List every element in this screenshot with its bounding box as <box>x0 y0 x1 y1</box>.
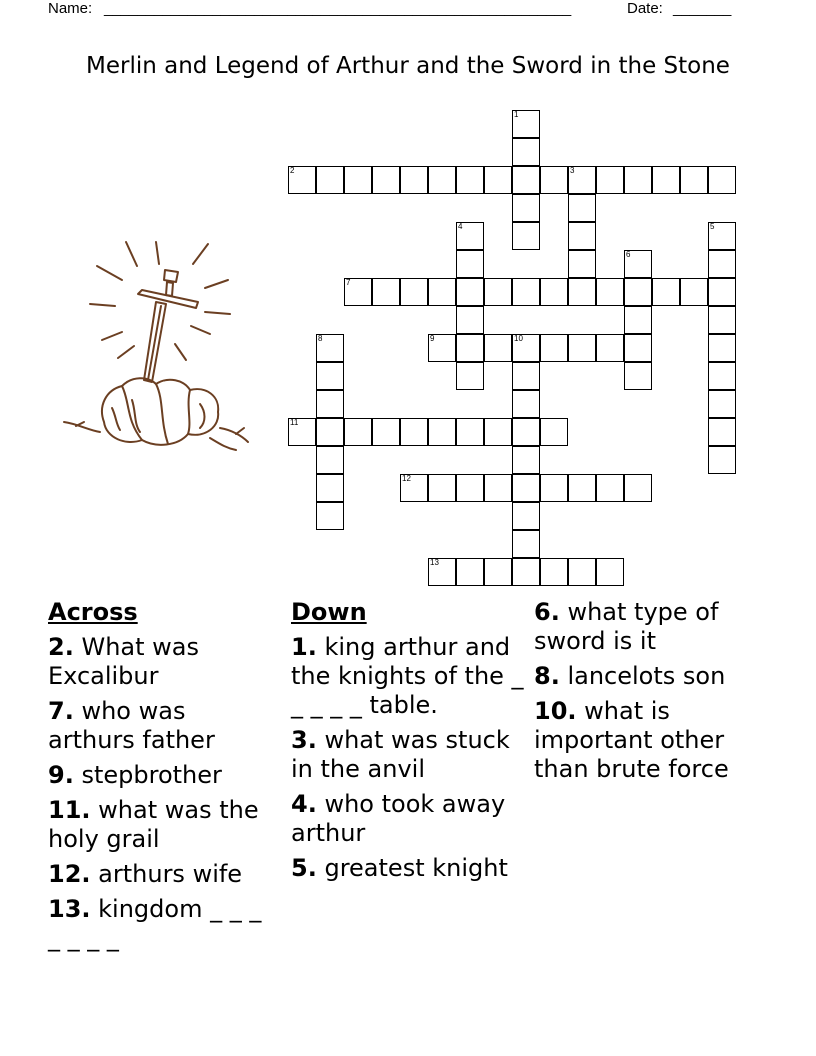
name-label: Name: <box>48 0 93 17</box>
grid-cell[interactable] <box>624 306 652 334</box>
grid-cell[interactable] <box>596 474 624 502</box>
grid-cell[interactable] <box>456 306 484 334</box>
clue-number: 13. <box>48 895 91 923</box>
clue-number: 12. <box>48 860 91 888</box>
grid-cell[interactable] <box>484 334 512 362</box>
grid-cell[interactable] <box>708 166 736 194</box>
grid-cell[interactable] <box>512 558 540 586</box>
clue-text: what is important other than brute force <box>534 697 729 783</box>
cell-number: 5 <box>710 222 715 231</box>
clue-number: 9. <box>48 761 74 789</box>
grid-cell[interactable] <box>512 334 540 362</box>
grid-cell[interactable] <box>624 474 652 502</box>
grid-cell[interactable] <box>708 390 736 418</box>
grid-cell[interactable] <box>568 474 596 502</box>
grid-cell[interactable] <box>652 278 680 306</box>
grid-cell[interactable] <box>596 278 624 306</box>
grid-cell[interactable] <box>456 166 484 194</box>
clue-number: 6. <box>534 598 560 626</box>
across-heading: Across <box>48 598 138 626</box>
cell-number: 8 <box>318 334 323 343</box>
grid-cell[interactable] <box>596 558 624 586</box>
grid-cell[interactable] <box>568 194 596 222</box>
grid-cell[interactable] <box>456 278 484 306</box>
clue-item <box>291 633 527 720</box>
clue-item <box>48 860 270 889</box>
grid-cell[interactable] <box>372 166 400 194</box>
clue-item <box>48 761 270 790</box>
grid-cell[interactable] <box>512 530 540 558</box>
date-field[interactable]: _______ <box>673 0 732 17</box>
down-heading: Down <box>291 598 367 626</box>
grid-cell[interactable] <box>708 362 736 390</box>
clue-number: 7. <box>48 697 74 725</box>
cell-number: 12 <box>402 474 411 483</box>
cell-number: 7 <box>346 278 351 287</box>
clue-number: 1. <box>291 633 317 661</box>
grid-cell[interactable] <box>484 418 512 446</box>
grid-cell[interactable] <box>512 166 540 194</box>
grid-cell[interactable] <box>344 418 372 446</box>
grid-cell[interactable] <box>540 474 568 502</box>
grid-cell[interactable] <box>428 558 456 586</box>
grid-cell[interactable] <box>512 474 540 502</box>
clue-text: kingdom _ _ _ _ _ _ _ <box>48 895 262 952</box>
clue-text: What was Excalibur <box>48 633 199 690</box>
grid-cell[interactable] <box>456 558 484 586</box>
grid-cell[interactable] <box>288 418 316 446</box>
grid-cell[interactable] <box>708 250 736 278</box>
clue-text: who took away arthur <box>291 790 506 847</box>
grid-cell[interactable] <box>428 418 456 446</box>
grid-cell[interactable] <box>316 362 344 390</box>
grid-cell[interactable] <box>568 278 596 306</box>
grid-cell[interactable] <box>708 334 736 362</box>
cell-number: 13 <box>430 558 439 567</box>
grid-cell[interactable] <box>428 334 456 362</box>
grid-cell[interactable] <box>708 446 736 474</box>
cell-number: 11 <box>290 418 299 427</box>
clue-item <box>48 697 270 755</box>
clue-item <box>291 854 527 883</box>
clue-text: what was the holy grail <box>48 796 259 853</box>
grid-cell[interactable] <box>456 474 484 502</box>
clue-number: 8. <box>534 662 560 690</box>
grid-cell[interactable] <box>568 334 596 362</box>
grid-cell[interactable] <box>512 362 540 390</box>
date-label: Date: <box>627 0 663 17</box>
clue-text: what type of sword is it <box>534 598 719 655</box>
clue-number: 11. <box>48 796 91 824</box>
grid-cell[interactable] <box>484 166 512 194</box>
grid-cell[interactable] <box>484 558 512 586</box>
grid-cell[interactable] <box>512 138 540 166</box>
grid-cell[interactable] <box>316 166 344 194</box>
grid-cell[interactable] <box>316 474 344 502</box>
cell-number: 6 <box>626 250 631 259</box>
clue-item <box>48 633 270 691</box>
grid-cell[interactable] <box>540 334 568 362</box>
grid-cell[interactable] <box>316 334 344 362</box>
grid-cell[interactable] <box>512 390 540 418</box>
grid-cell[interactable] <box>400 474 428 502</box>
cell-number: 9 <box>430 334 435 343</box>
clue-item <box>534 598 764 656</box>
grid-cell[interactable] <box>428 474 456 502</box>
clue-text: lancelots son <box>567 662 726 690</box>
grid-cell[interactable] <box>456 418 484 446</box>
grid-cell[interactable] <box>512 502 540 530</box>
grid-cell[interactable] <box>540 278 568 306</box>
cell-number: 4 <box>458 222 463 231</box>
grid-cell[interactable] <box>512 418 540 446</box>
clue-text: what was stuck in the anvil <box>291 726 510 783</box>
grid-cell[interactable] <box>484 278 512 306</box>
clue-item <box>291 726 527 784</box>
grid-cell[interactable] <box>512 194 540 222</box>
clue-text: greatest knight <box>324 854 508 882</box>
cell-number: 1 <box>514 110 519 119</box>
cell-number: 2 <box>290 166 295 175</box>
grid-cell[interactable] <box>484 474 512 502</box>
grid-cell[interactable] <box>596 334 624 362</box>
clue-text: king arthur and the knights of the _ _ _ _ _ table. <box>291 633 524 719</box>
clue-text: stepbrother <box>81 761 222 789</box>
grid-cell[interactable] <box>568 222 596 250</box>
grid-cell[interactable] <box>428 166 456 194</box>
clue-number: 5. <box>291 854 317 882</box>
grid-cell[interactable] <box>344 166 372 194</box>
grid-cell[interactable] <box>316 390 344 418</box>
grid-cell[interactable] <box>400 278 428 306</box>
grid-cell[interactable] <box>316 418 344 446</box>
grid-cell[interactable] <box>512 222 540 250</box>
grid-cell[interactable] <box>456 362 484 390</box>
clue-number: 4. <box>291 790 317 818</box>
page-title: Merlin and Legend of Arthur and the Sword in the Stone <box>86 53 730 79</box>
grid-cell[interactable] <box>708 306 736 334</box>
grid-cell[interactable] <box>596 166 624 194</box>
sword-in-stone-icon <box>60 236 250 456</box>
clue-number: 3. <box>291 726 317 754</box>
clue-item <box>534 697 764 784</box>
grid-cell[interactable] <box>568 250 596 278</box>
grid-cell[interactable] <box>708 278 736 306</box>
across-clues <box>48 598 270 959</box>
down-clues-continued <box>534 598 764 790</box>
cell-number: 3 <box>570 166 575 175</box>
grid-cell[interactable] <box>680 278 708 306</box>
clue-text: arthurs wife <box>98 860 243 888</box>
grid-cell[interactable] <box>400 418 428 446</box>
grid-cell[interactable] <box>540 558 568 586</box>
grid-cell[interactable] <box>708 222 736 250</box>
grid-cell[interactable] <box>568 166 596 194</box>
grid-cell[interactable] <box>512 278 540 306</box>
down-clues <box>291 598 527 889</box>
clue-text: who was arthurs father <box>48 697 215 754</box>
grid-cell[interactable] <box>540 166 568 194</box>
grid-cell[interactable] <box>708 418 736 446</box>
grid-cell[interactable] <box>512 110 540 138</box>
name-field[interactable]: ________________________________________________________ <box>104 0 572 17</box>
grid-cell[interactable] <box>400 166 428 194</box>
grid-cell[interactable] <box>568 558 596 586</box>
grid-cell[interactable] <box>624 362 652 390</box>
grid-cell[interactable] <box>512 446 540 474</box>
clue-item <box>534 662 764 691</box>
grid-cell[interactable] <box>624 250 652 278</box>
grid-cell[interactable] <box>456 250 484 278</box>
clue-number: 10. <box>534 697 577 725</box>
grid-cell[interactable] <box>624 334 652 362</box>
grid-cell[interactable] <box>372 418 400 446</box>
grid-cell[interactable] <box>680 166 708 194</box>
cell-number: 10 <box>514 334 523 343</box>
clue-item <box>48 796 270 854</box>
header-row <box>48 0 740 20</box>
grid-cell[interactable] <box>456 222 484 250</box>
grid-cell[interactable] <box>624 278 652 306</box>
grid-cell[interactable] <box>316 502 344 530</box>
grid-cell[interactable] <box>372 278 400 306</box>
clue-number: 2. <box>48 633 74 661</box>
grid-cell[interactable] <box>652 166 680 194</box>
grid-cell[interactable] <box>456 334 484 362</box>
clue-item <box>48 895 270 953</box>
clue-item <box>291 790 527 848</box>
grid-cell[interactable] <box>428 278 456 306</box>
grid-cell[interactable] <box>540 418 568 446</box>
grid-cell[interactable] <box>316 446 344 474</box>
grid-cell[interactable] <box>288 166 316 194</box>
grid-cell[interactable] <box>344 278 372 306</box>
grid-cell[interactable] <box>624 166 652 194</box>
